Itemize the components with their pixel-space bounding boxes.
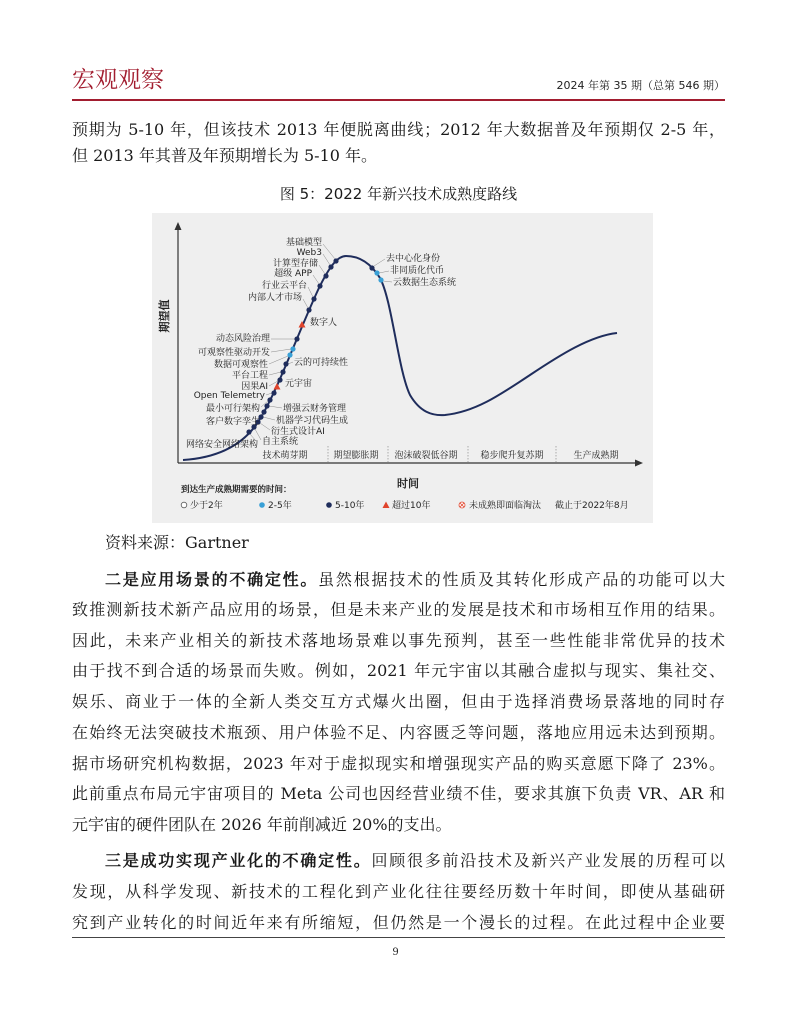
- tech-dot: [323, 273, 328, 278]
- page-number: 9: [392, 947, 399, 958]
- tech-label: 平台工程: [231, 371, 268, 381]
- legend-label: 超过10年: [392, 501, 431, 511]
- phase-label: 稳步爬升复苏期: [480, 451, 544, 461]
- tech-label: 超级 APP: [274, 269, 312, 279]
- tech-label: 因果AI: [241, 382, 268, 392]
- tech-label: 动态风险治理: [215, 334, 270, 344]
- tech-label: 增强云财务管理: [283, 404, 347, 414]
- tech-dot: [290, 346, 295, 351]
- body-line: 预期为 5-10 年，但该技术 2013 年便脱离曲线；2012 年大数据普及年预期仅 2-5 年，: [72, 120, 725, 139]
- tech-dot: [287, 352, 292, 357]
- paragraph-line: 致推测新技术新产品应用的场景，但是未来产业的发展是技术和市场相互作用的结果。: [72, 600, 725, 619]
- paragraph-line: [105, 851, 725, 871]
- tech-dot: [294, 336, 299, 341]
- figure-caption: 图 5：2022 年新兴技术成熟度路线: [279, 185, 518, 203]
- tech-label: 行业云平台: [261, 281, 307, 291]
- tech-label: 云的可持续性: [294, 358, 349, 368]
- tech-dot: [280, 369, 285, 374]
- tech-dot: [317, 283, 322, 288]
- tech-dot: [328, 264, 333, 269]
- paragraph-line: 在始终无法突破技术瓶颈、用户体验不足、内容匮乏等问题，落地应用远未达到预期。: [72, 723, 725, 742]
- paragraph-line: 元宇宙的硬件团队在 2026 年前削减近 20%的支出。: [72, 815, 452, 834]
- figure-source: 资料来源：Gartner: [105, 533, 249, 552]
- phase-label: 期望膨胀期: [333, 451, 379, 461]
- legend-marker-5-10y: [326, 502, 332, 508]
- phase-label: 泡沫破裂低谷期: [394, 451, 458, 461]
- footer-rule: [72, 937, 725, 938]
- x-axis-label: 时间: [397, 477, 419, 490]
- tech-label: 元宇宙: [285, 379, 313, 389]
- tech-dot: [378, 277, 383, 282]
- legend-marker-under-2y: [181, 502, 187, 508]
- tech-label: 衍生式设计AI: [271, 427, 325, 437]
- paragraph-text: 虽然根据技术的性质及其转化形成产品的功能可以大: [318, 570, 725, 589]
- legend-title: 到达生产成熟期需要的时间：: [181, 485, 292, 495]
- paragraph-line: 此前重点布局元宇宙项目的 Meta 公司也因经营业绩不佳，要求其旗下负责 VR、AR 和: [72, 784, 725, 803]
- paragraph-line: 娱乐、商业于一体的全新人类交互方式爆火出圈，但由于选择消费场景落地的同时存: [72, 692, 725, 711]
- paragraph-lead: 二是应用场景的不确定性。: [105, 570, 319, 589]
- tech-label: 客户数字孪生: [205, 417, 260, 427]
- tech-dot: [333, 258, 338, 263]
- tech-label: 云数据生态系统: [393, 278, 457, 288]
- tech-dot: [374, 270, 379, 275]
- paragraph-line: 据市场研究机构数据，2023 年对于虚拟现实和增强现实产品的购买意愿下降了 23%。: [72, 754, 725, 773]
- tech-dot: [271, 390, 276, 395]
- y-axis-label: 期望值: [158, 299, 171, 333]
- tech-label: 内部人才市场: [247, 293, 302, 303]
- legend-as-of: 截止于2022年8月: [555, 501, 629, 511]
- paragraph-line: 发现，从科学发现、新技术的工程化到产业化往往要经历数十年时间，即使从基础研: [72, 882, 725, 901]
- legend-label: 少于2年: [190, 501, 223, 511]
- phase-label: 生产成熟期: [573, 451, 619, 461]
- tech-label: 基础模型: [285, 238, 322, 248]
- tech-dot: [246, 429, 251, 434]
- hype-cycle-figure: [152, 213, 653, 523]
- header-rule: [72, 99, 725, 101]
- tech-dot: [369, 265, 374, 270]
- paragraph-line: 因此，未来产业相关的新技术落地场景难以事先预判，甚至一些性能非常优异的技术: [72, 631, 725, 650]
- tech-dot: [306, 307, 311, 312]
- tech-label: 数据可观察性: [213, 360, 268, 370]
- paragraph-lead: 三是成功实现产业化的不确定性。: [105, 851, 372, 870]
- tech-dot: [261, 409, 266, 414]
- tech-label: Open Telemetry: [193, 391, 265, 401]
- legend-label: 2-5年: [268, 501, 292, 511]
- tech-dot: [277, 377, 282, 382]
- tech-label: 自主系统: [262, 437, 299, 447]
- tech-label: 网络安全网络架构: [185, 440, 258, 450]
- legend-marker-2-5y: [259, 502, 265, 508]
- paragraph-line: 究到产业转化的时间近年来有所缩短，但仍然是一个漫长的过程。在此过程中企业要: [72, 913, 725, 932]
- tech-dot: [283, 361, 288, 366]
- tech-label: 去中心化身份: [386, 254, 441, 264]
- publication-title: 宏观观察: [72, 67, 164, 93]
- tech-label: 计算型存储: [272, 259, 318, 269]
- tech-label: 最小可行架构: [205, 404, 260, 414]
- tech-dot: [264, 403, 269, 408]
- legend-label: 未成熟即面临淘汰: [469, 501, 542, 511]
- legend-label: 5-10年: [335, 501, 365, 511]
- paragraph-text: 回顾很多前沿技术及新兴产业发展的历程可以: [371, 851, 725, 870]
- tech-label: 可观察性驱动开发: [197, 348, 270, 358]
- paragraph-line: 由于找不到合适的场景而失败。例如，2021 年元宇宙以其融合虚拟与现实、集社交、: [72, 661, 725, 680]
- tech-label: 数字人: [310, 318, 338, 328]
- tech-label: 非同质化代币: [390, 266, 445, 276]
- phase-label: 技术萌芽期: [262, 451, 308, 461]
- paragraph-line: [105, 570, 725, 590]
- tech-dot: [267, 397, 272, 402]
- body-line: 但 2013 年其普及年预期增长为 5-10 年。: [72, 146, 378, 165]
- tech-dot: [311, 296, 316, 301]
- tech-label: Web3: [296, 248, 322, 258]
- issue-number: 2024 年第 35 期（总第 546 期）: [556, 79, 725, 92]
- tech-label: 机器学习代码生成: [276, 416, 349, 426]
